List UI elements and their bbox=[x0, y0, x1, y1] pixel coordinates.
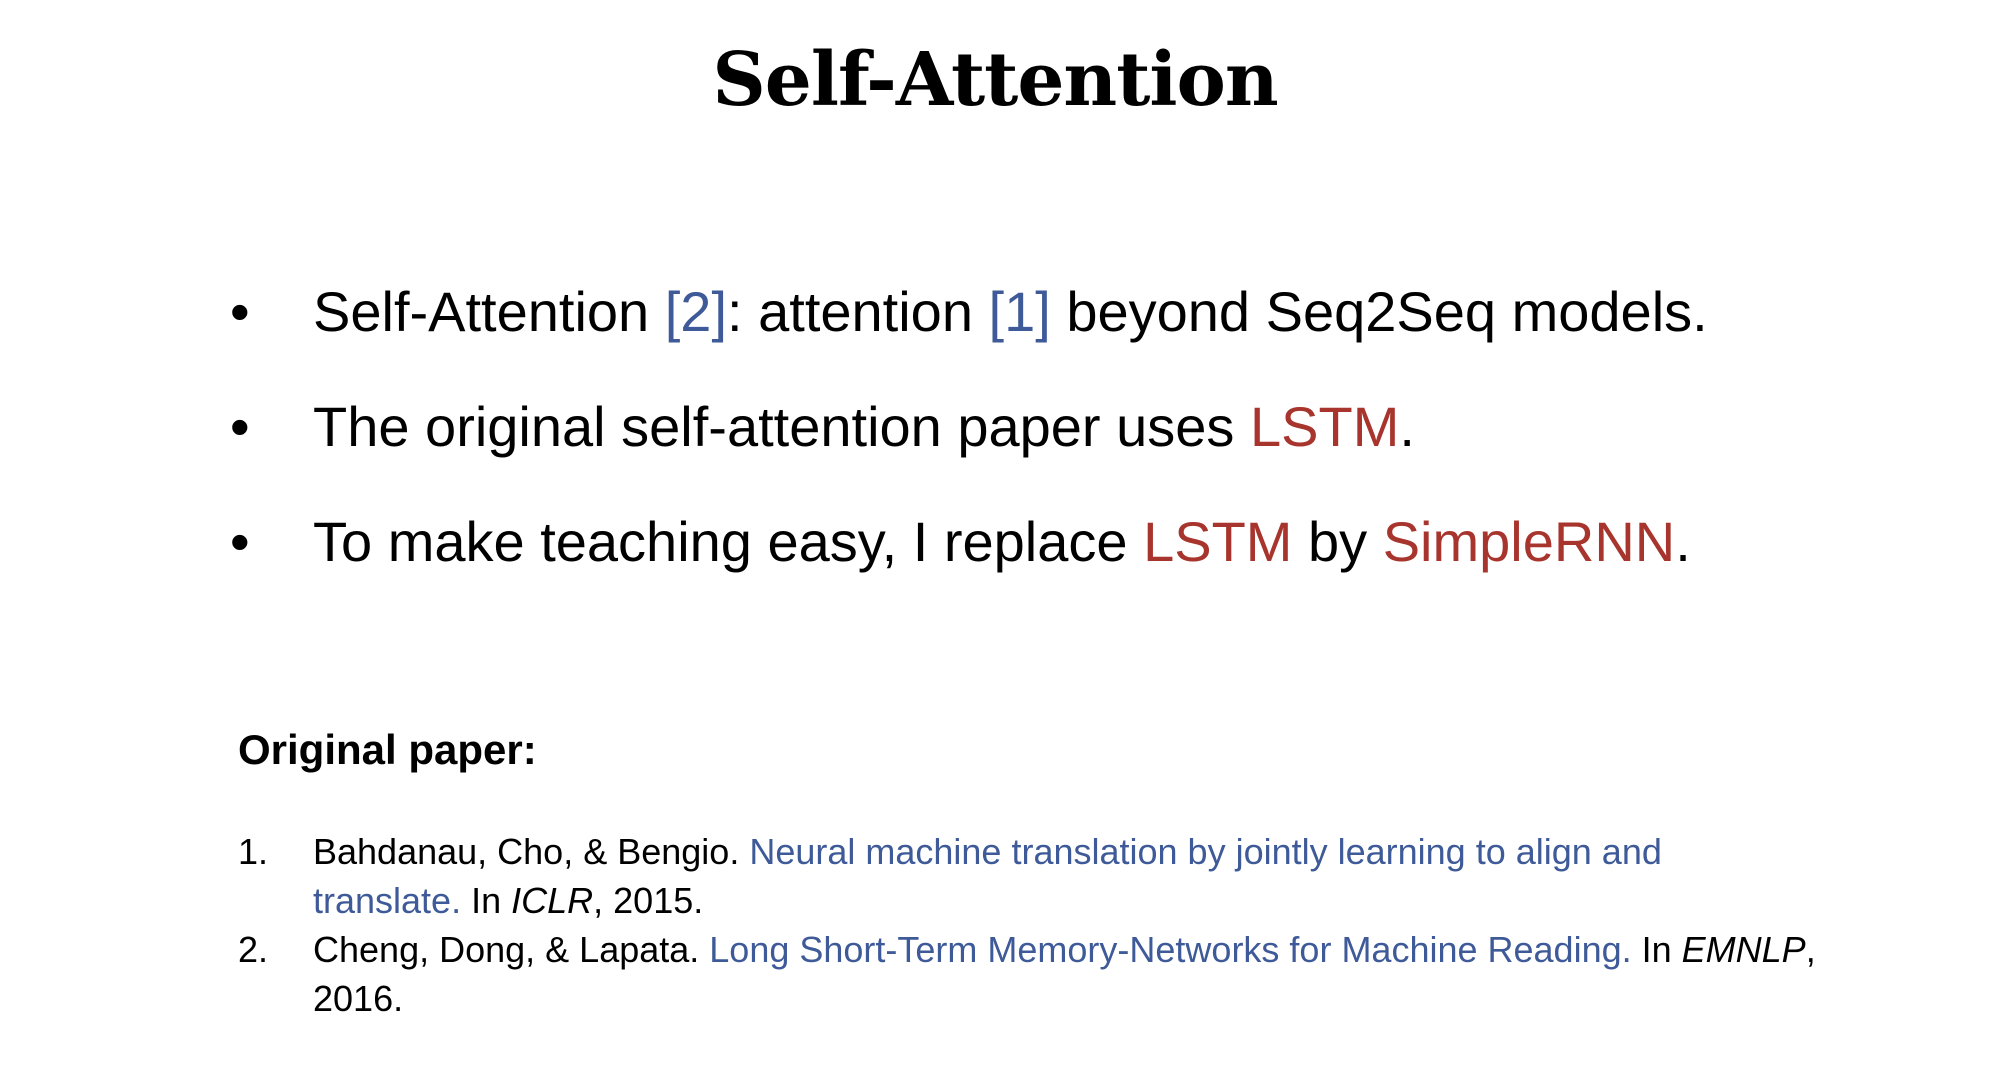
bullet-text-segment: The original self-attention paper uses bbox=[313, 395, 1250, 458]
reference-venue: EMNLP bbox=[1681, 929, 1806, 970]
reference-year: , 2015. bbox=[593, 880, 704, 921]
reference-authors: Bahdanau, Cho, & Bengio. bbox=[313, 831, 750, 872]
reference-venue: ICLR bbox=[511, 880, 594, 921]
citation-ref[interactable]: [1] bbox=[988, 280, 1051, 343]
bullet-text-segment: beyond Seq2Seq models. bbox=[1050, 280, 1708, 343]
bullet-icon: • bbox=[230, 510, 250, 573]
bullet-item bbox=[230, 377, 1930, 492]
highlight-term: SimpleRNN bbox=[1382, 510, 1676, 573]
bullet-text bbox=[313, 492, 1691, 592]
slide-title: Self-Attention bbox=[712, 37, 1278, 123]
reference-number: 1. bbox=[238, 831, 269, 872]
bullet-text bbox=[313, 262, 1708, 362]
reference-authors: Cheng, Dong, & Lapata. bbox=[313, 929, 710, 970]
reference-year: , 2016. bbox=[313, 929, 1816, 1019]
bullet-list bbox=[230, 262, 1930, 607]
bullet-item bbox=[230, 492, 1930, 607]
bullet-text-segment: Self-Attention bbox=[313, 280, 665, 343]
reference-title-link[interactable]: Long Short-Term Memory-Networks for Machine Reading. bbox=[709, 929, 1632, 970]
reference-in: In bbox=[461, 880, 512, 921]
citation-ref[interactable]: [2] bbox=[664, 280, 728, 343]
reference-list bbox=[238, 827, 1818, 1023]
highlight-term: LSTM bbox=[1143, 510, 1293, 573]
reference-item bbox=[238, 827, 1818, 925]
bullet-text-segment: . bbox=[1675, 510, 1691, 573]
bullet-text-segment: . bbox=[1399, 395, 1415, 458]
reference-number: 2. bbox=[238, 929, 269, 970]
reference-title-link[interactable]: Neural machine translation by jointly learning to align and translate. bbox=[313, 831, 1662, 921]
bullet-icon: • bbox=[230, 280, 250, 343]
references-heading: Original paper: bbox=[238, 726, 537, 773]
bullet-text-segment: : attention bbox=[727, 280, 989, 343]
bullet-text-segment: by bbox=[1292, 510, 1383, 573]
bullet-icon: • bbox=[230, 395, 250, 458]
reference-item bbox=[238, 925, 1818, 1023]
bullet-item bbox=[230, 262, 1930, 377]
bullet-text-segment: To make teaching easy, I replace bbox=[313, 510, 1144, 573]
reference-in: In bbox=[1631, 929, 1682, 970]
bullet-text bbox=[313, 377, 1415, 477]
highlight-term: LSTM bbox=[1250, 395, 1400, 458]
